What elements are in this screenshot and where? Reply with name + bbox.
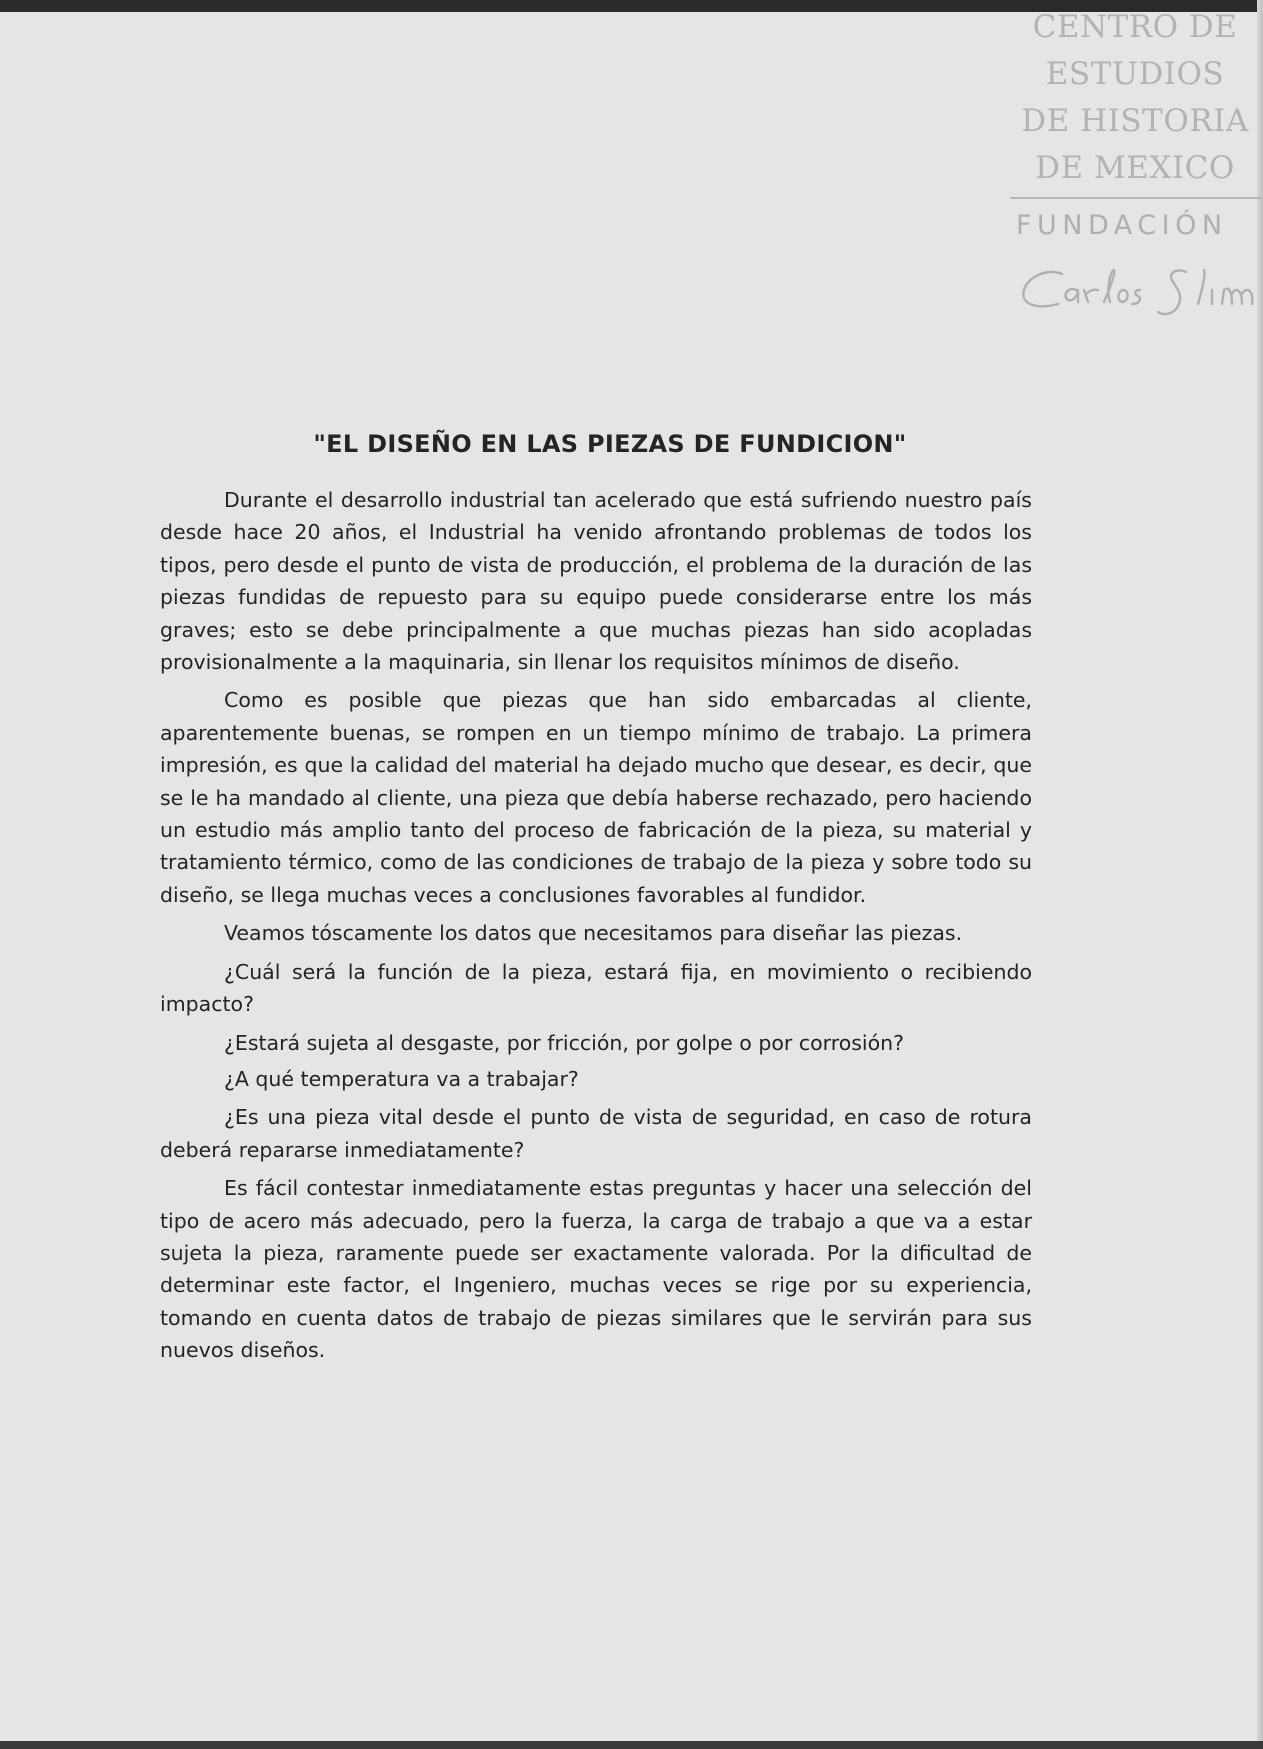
document-title: "EL DISEÑO EN LAS PIEZAS DE FUNDICION" (313, 430, 907, 458)
stamp-line-4: DE MEXICO (1035, 150, 1235, 186)
question: ¿Es una pieza vital desde el punto de vista de seguridad, en caso de rotura deberá repararse inmediatamente? (160, 1105, 1032, 1162)
signature-icon (1018, 260, 1260, 322)
stamp-line-2: ESTUDIOS (1045, 56, 1225, 92)
archive-watermark-stamp (1010, 4, 1260, 241)
stamp-foundation-label: FUNDACIÓN (1016, 210, 1228, 241)
paragraph: Es fácil contestar inmediatamente estas preguntas y hacer una selección del tipo de acero más adecuado, pero la fuerza, la carga de trabajo a que va a estar sujeta la pieza, raramente puede ser exactamente valorada. Por la dificultad de determinar este factor, el Ingeniero, muchas veces se rige por su experiencia, tomando en cuenta datos de trabajo de piezas similares que le servirán para sus nuevos diseños. (160, 1176, 1032, 1363)
stamp-line-3: DE HISTORIA (1021, 103, 1249, 139)
question: ¿Cuál será la función de la pieza, estará fija, en movimiento o recibiendo impacto? (160, 959, 1032, 1017)
paragraph: Veamos tóscamente los datos que necesitamos para diseñar las piezas. (224, 921, 963, 946)
question: ¿Estará sujeta al desgaste, por fricción, por golpe o por corrosión? (224, 1030, 905, 1055)
stamp-divider (1010, 197, 1263, 199)
paragraph: Durante el desarrollo industrial tan acelerado que está sufriendo nuestro país desde hace 20 años, el Industrial ha venido afrontando problemas de todos los tipos, pero desde el punto de vista de producción, el problema de la duración de las piezas fundidas de repuesto para su equipo puede considerarse entre los más graves; esto se debe principalmente a que muchas piezas han sido acopladas provisionalmente a la maquinaria, sin llenar los requisitos mínimos de diseño. (160, 488, 1032, 675)
stamp-line-1: CENTRO DE (1032, 9, 1238, 45)
scan-bottom-border (0, 1741, 1263, 1749)
question: ¿A qué temperatura va a trabajar? (224, 1066, 579, 1091)
document-body (160, 430, 1032, 1373)
paragraph: Como es posible que piezas que han sido embarcadas al cliente, aparentemente buenas, se rompen en un tiempo mínimo de trabajo. La primera impresión, es que la calidad del material ha dejado mucho que desear, es decir, que se le ha mandado al cliente, una pieza que debía haberse rechazado, pero haciendo un estudio más amplio tanto del proceso de fabricación de la pieza, su material y tratamiento térmico, como de las condiciones de trabajo de la pieza y sobre todo su diseño, se llega muchas veces a conclusiones favorables al fundidor. (160, 688, 1032, 907)
